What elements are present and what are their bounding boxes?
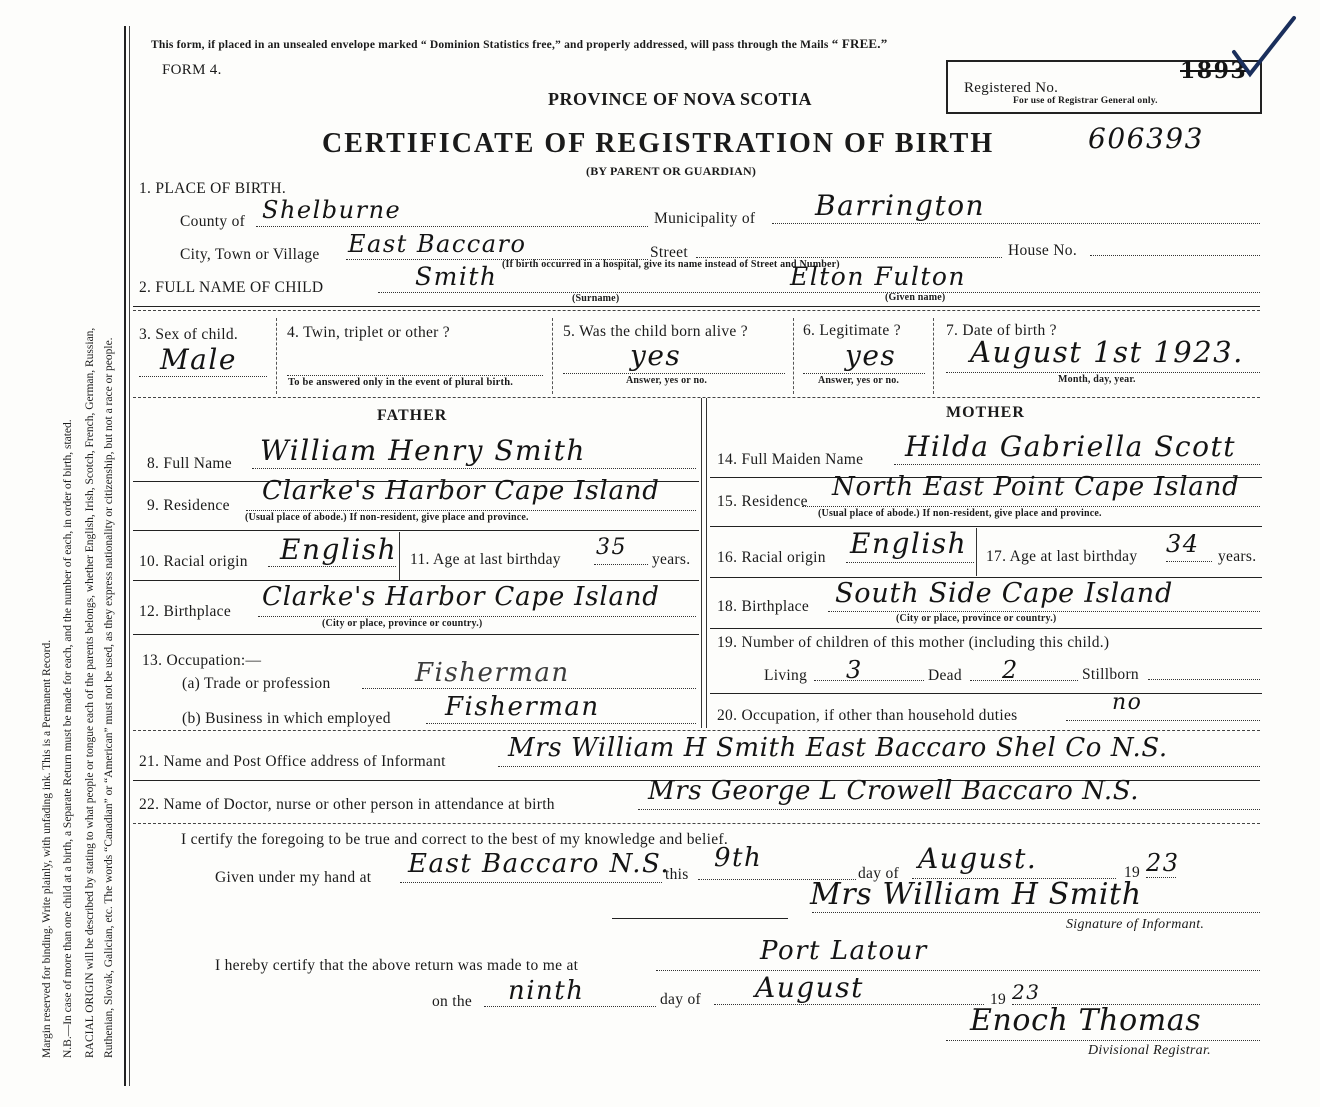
mailing-notice-prefix: This form, if placed in an unsealed envelope marked bbox=[151, 39, 418, 51]
twin-note: To be answered only in the event of plural birth. bbox=[288, 377, 514, 388]
father-birthplace-note: (City or place, province or country.) bbox=[322, 618, 483, 629]
stillborn-label: Stillborn bbox=[1082, 666, 1139, 683]
certificate-subtitle: (BY PARENT OR GUARDIAN) bbox=[586, 164, 757, 178]
informant-signature: Mrs William H Smith bbox=[810, 877, 1142, 912]
informant-label: 21. Name and Post Office address of Informant bbox=[139, 753, 446, 770]
registrar-signature-line bbox=[946, 1040, 1260, 1041]
dead-line bbox=[970, 680, 1078, 681]
born-alive-note: Answer, yes or no. bbox=[626, 375, 708, 386]
house-number-line bbox=[1090, 255, 1260, 256]
trade-label: (a) Trade or profession bbox=[182, 675, 331, 692]
father-racial-value: English bbox=[280, 533, 398, 566]
margin-note-plural-birth: N.B.—In case of more than one child at a birth, a Separate Return must be made for each, and the number of each, in order of birth, stated. bbox=[62, 419, 74, 1058]
father-age-years: years. bbox=[652, 551, 691, 568]
city-label: City, Town or Village bbox=[180, 246, 320, 263]
row3-top-rule bbox=[133, 306, 1260, 307]
registered-number-label: Registered No. bbox=[964, 80, 1059, 96]
street-line bbox=[696, 257, 1002, 258]
section-rule-cert bbox=[133, 823, 1260, 824]
father-birthplace-label: 12. Birthplace bbox=[139, 603, 232, 620]
certification-rule bbox=[612, 918, 788, 919]
legitimate-line bbox=[803, 373, 925, 374]
certificate-number: 606393 bbox=[1088, 122, 1204, 155]
dead-label: Dead bbox=[928, 667, 962, 684]
registrar-place-line bbox=[656, 970, 1260, 971]
registrar-place-value: Port Latour bbox=[760, 936, 928, 966]
mailing-notice-quote: “ Dominion Statistics free,” bbox=[420, 39, 561, 51]
date-of-birth-label: 7. Date of birth ? bbox=[946, 322, 1057, 339]
registrar-on-label: on the bbox=[432, 993, 473, 1010]
father-name-line bbox=[252, 468, 696, 469]
attendant-value: Mrs George L Crowell Baccaro N.S. bbox=[648, 776, 1140, 806]
house-number-label: House No. bbox=[1008, 242, 1077, 259]
mother-heading: MOTHER bbox=[946, 404, 1025, 421]
certificate-title: CERTIFICATE OF REGISTRATION OF BIRTH bbox=[322, 128, 995, 159]
mother-name-line bbox=[894, 464, 1260, 465]
father-rule-3 bbox=[133, 580, 699, 581]
registrar-month-value: August bbox=[755, 971, 864, 1004]
registered-number-value: 1893 bbox=[1180, 58, 1248, 84]
margin-rule-outer bbox=[124, 26, 126, 1086]
registrar-signature: Enoch Thomas bbox=[970, 1003, 1202, 1038]
mother-racial-divider bbox=[976, 528, 977, 576]
father-name-label: 8. Full Name bbox=[147, 455, 232, 472]
father-age-label: 11. Age at last birthday bbox=[410, 551, 561, 568]
given-day-of-label: day of bbox=[858, 865, 899, 882]
this-label: this bbox=[665, 866, 689, 883]
children-count-label: 19. Number of children of this mother (including this child.) bbox=[717, 634, 1110, 651]
informant-signature-caption: Signature of Informant. bbox=[1066, 917, 1205, 932]
father-birthplace-value: Clarke's Harbor Cape Island bbox=[262, 582, 660, 612]
registered-number-note: For use of Registrar General only. bbox=[1013, 96, 1158, 106]
row3-divider-4 bbox=[933, 318, 934, 394]
mailing-notice bbox=[151, 37, 887, 52]
row3-divider-1 bbox=[276, 318, 277, 394]
parents-divider-b bbox=[706, 398, 707, 728]
municipality-line bbox=[772, 223, 1260, 224]
mother-age-years: years. bbox=[1218, 548, 1257, 565]
father-racial-divider bbox=[399, 532, 400, 580]
mother-rule-4 bbox=[710, 628, 1262, 629]
born-alive-line bbox=[563, 373, 785, 374]
father-rule-2 bbox=[133, 530, 699, 531]
margin-note-racial-origin: RACIAL ORIGIN will be described by stating to what people or tongue each of the parents belongs, whether English, Irish, Scotch, French, German, Russian, bbox=[84, 327, 96, 1058]
informant-signature-line bbox=[812, 912, 1260, 913]
mother-birthplace-line bbox=[828, 611, 1260, 612]
province-heading: PROVINCE OF NOVA SCOTIA bbox=[548, 89, 813, 109]
registrar-month-line bbox=[714, 1004, 984, 1005]
given-day-value: 9th bbox=[714, 843, 763, 873]
father-name-value: William Henry Smith bbox=[260, 434, 586, 467]
margin-note-nationality: Ruthenian, Slovak, Galician, etc. The words “Canadian” or “American” must not be used, as they express nationality or citizenship, but not a race or people. bbox=[103, 337, 115, 1058]
father-residence-value: Clarke's Harbor Cape Island bbox=[262, 476, 660, 506]
county-label: County of bbox=[180, 213, 246, 230]
child-name-label: 2. FULL NAME OF CHILD bbox=[139, 279, 324, 296]
row3-top-rule-dashed bbox=[133, 310, 1260, 311]
living-line bbox=[814, 680, 924, 681]
registrar-signature-caption: Divisional Registrar. bbox=[1088, 1043, 1211, 1058]
given-year-line bbox=[1146, 877, 1176, 878]
given-name-caption: (Given name) bbox=[885, 292, 946, 303]
business-label: (b) Business in which employed bbox=[182, 710, 391, 727]
date-of-birth-value: August 1st 1923. bbox=[970, 335, 1244, 369]
mother-racial-value: English bbox=[850, 527, 968, 560]
business-line bbox=[426, 723, 696, 724]
mother-name-label: 14. Full Maiden Name bbox=[717, 451, 864, 468]
given-place-value: East Baccaro N.S. bbox=[408, 849, 671, 879]
municipality-label: Municipality of bbox=[654, 210, 756, 227]
city-value: East Baccaro bbox=[348, 230, 527, 258]
place-of-birth-heading: 1. PLACE OF BIRTH. bbox=[139, 180, 286, 197]
legitimate-label: 6. Legitimate ? bbox=[803, 322, 901, 339]
municipality-value: Barrington bbox=[815, 189, 986, 222]
sex-label: 3. Sex of child. bbox=[139, 326, 239, 343]
father-heading: FATHER bbox=[377, 407, 448, 424]
hospital-note: (If birth occurred in a hospital, give its name instead of Street and Number) bbox=[502, 259, 840, 270]
mother-occupation-label: 20. Occupation, if other than household duties bbox=[717, 707, 1018, 724]
surname-caption: (Surname) bbox=[572, 293, 620, 304]
born-alive-value: yes bbox=[630, 339, 682, 372]
father-racial-label: 10. Racial origin bbox=[139, 553, 248, 570]
given-year-prefix: 19 bbox=[1124, 864, 1141, 881]
parents-divider-a bbox=[701, 398, 702, 728]
mother-birthplace-label: 18. Birthplace bbox=[717, 598, 810, 615]
born-alive-label: 5. Was the child born alive ? bbox=[563, 323, 748, 340]
street-label: Street bbox=[650, 244, 688, 261]
mother-rule-5 bbox=[710, 693, 1262, 694]
margin-rule-inner bbox=[129, 26, 130, 1086]
date-of-birth-note: Month, day, year. bbox=[1058, 374, 1136, 385]
father-residence-line bbox=[246, 510, 696, 511]
business-value: Fisherman bbox=[445, 692, 600, 722]
mailing-notice-middle: and properly addressed, will pass through the Mails bbox=[564, 39, 829, 51]
section-rule-21 bbox=[133, 730, 1260, 731]
father-birthplace-line bbox=[258, 616, 696, 617]
row3-divider-3 bbox=[793, 318, 794, 394]
occupation-label: 13. Occupation:— bbox=[142, 652, 262, 669]
child-surname: Smith bbox=[415, 262, 498, 291]
checkmark-icon bbox=[1228, 12, 1300, 88]
father-racial-line bbox=[268, 566, 396, 567]
mother-age-line bbox=[1166, 561, 1212, 562]
father-age-value: 35 bbox=[596, 535, 627, 560]
registrar-day-of-label: day of bbox=[660, 991, 701, 1008]
mother-birthplace-note: (City or place, province or country.) bbox=[896, 613, 1057, 624]
father-rule-4 bbox=[133, 634, 699, 635]
mother-residence-label: 15. Residence bbox=[717, 493, 808, 510]
sex-line bbox=[139, 376, 267, 377]
twin-label: 4. Twin, triplet or other ? bbox=[287, 324, 450, 341]
living-value: 3 bbox=[846, 656, 863, 684]
dead-value: 2 bbox=[1002, 656, 1019, 684]
mother-name-value: Hilda Gabriella Scott bbox=[905, 430, 1236, 463]
legitimate-note: Answer, yes or no. bbox=[818, 375, 900, 386]
mother-racial-line bbox=[846, 562, 974, 563]
given-place-line bbox=[400, 882, 662, 883]
mother-residence-note: (Usual place of abode.) If non-resident, give place and province. bbox=[818, 508, 1102, 519]
child-name-line bbox=[378, 292, 1260, 293]
county-value: Shelburne bbox=[262, 196, 402, 224]
certify-statement: I certify the foregoing to be true and correct to the best of my knowledge and belief. bbox=[181, 831, 729, 848]
mother-occupation-line bbox=[1066, 720, 1260, 721]
father-age-line bbox=[594, 564, 648, 565]
form-number: FORM 4. bbox=[162, 62, 222, 78]
mother-residence-value: North East Point Cape Island bbox=[832, 472, 1240, 502]
father-residence-label: 9. Residence bbox=[147, 497, 230, 514]
informant-line bbox=[498, 766, 1260, 767]
trade-line bbox=[362, 688, 696, 689]
mother-racial-label: 16. Racial origin bbox=[717, 549, 826, 566]
margin-note-binding: Margin reserved for binding. Write plainly, with unfading ink. This is a Permanent Record. bbox=[41, 639, 53, 1058]
legitimate-value: yes bbox=[845, 339, 897, 372]
mother-occupation-value: no bbox=[1112, 690, 1143, 715]
stillborn-line bbox=[1148, 679, 1260, 680]
trade-value: Fisherman bbox=[415, 658, 570, 688]
informant-value: Mrs William H Smith East Baccaro Shel Co N.S. bbox=[508, 733, 1168, 763]
twin-line bbox=[287, 375, 543, 376]
county-line bbox=[256, 226, 648, 227]
mother-age-value: 34 bbox=[1166, 530, 1200, 558]
registrar-year-prefix: 19 bbox=[990, 991, 1007, 1008]
date-of-birth-line bbox=[946, 372, 1260, 373]
registrar-statement: I hereby certify that the above return was made to me at bbox=[215, 957, 579, 974]
registrar-day-line bbox=[484, 1006, 656, 1007]
father-residence-note: (Usual place of abode.) If non-resident, give place and province. bbox=[245, 512, 529, 523]
mailing-notice-free: “ FREE.” bbox=[831, 36, 888, 51]
mother-birthplace-value: South Side Cape Island bbox=[835, 578, 1174, 609]
mother-residence-line bbox=[802, 506, 1260, 507]
given-month-value: August. bbox=[918, 842, 1038, 875]
living-label: Living bbox=[764, 667, 808, 684]
given-under-label: Given under my hand at bbox=[215, 869, 372, 886]
registrar-day-value: ninth bbox=[508, 976, 585, 1006]
child-given-name: Elton Fulton bbox=[790, 262, 967, 291]
attendant-label: 22. Name of Doctor, nurse or other person in attendance at birth bbox=[139, 796, 555, 813]
row3-divider-2 bbox=[552, 318, 553, 394]
mother-age-label: 17. Age at last birthday bbox=[986, 548, 1138, 565]
attendant-line bbox=[638, 809, 1260, 810]
registrar-year-value: 23 bbox=[1012, 980, 1041, 1004]
mother-rule-2 bbox=[710, 526, 1262, 527]
parents-top-rule bbox=[133, 397, 1260, 398]
given-year-value: 23 bbox=[1146, 849, 1180, 877]
sex-value: Male bbox=[160, 343, 237, 376]
